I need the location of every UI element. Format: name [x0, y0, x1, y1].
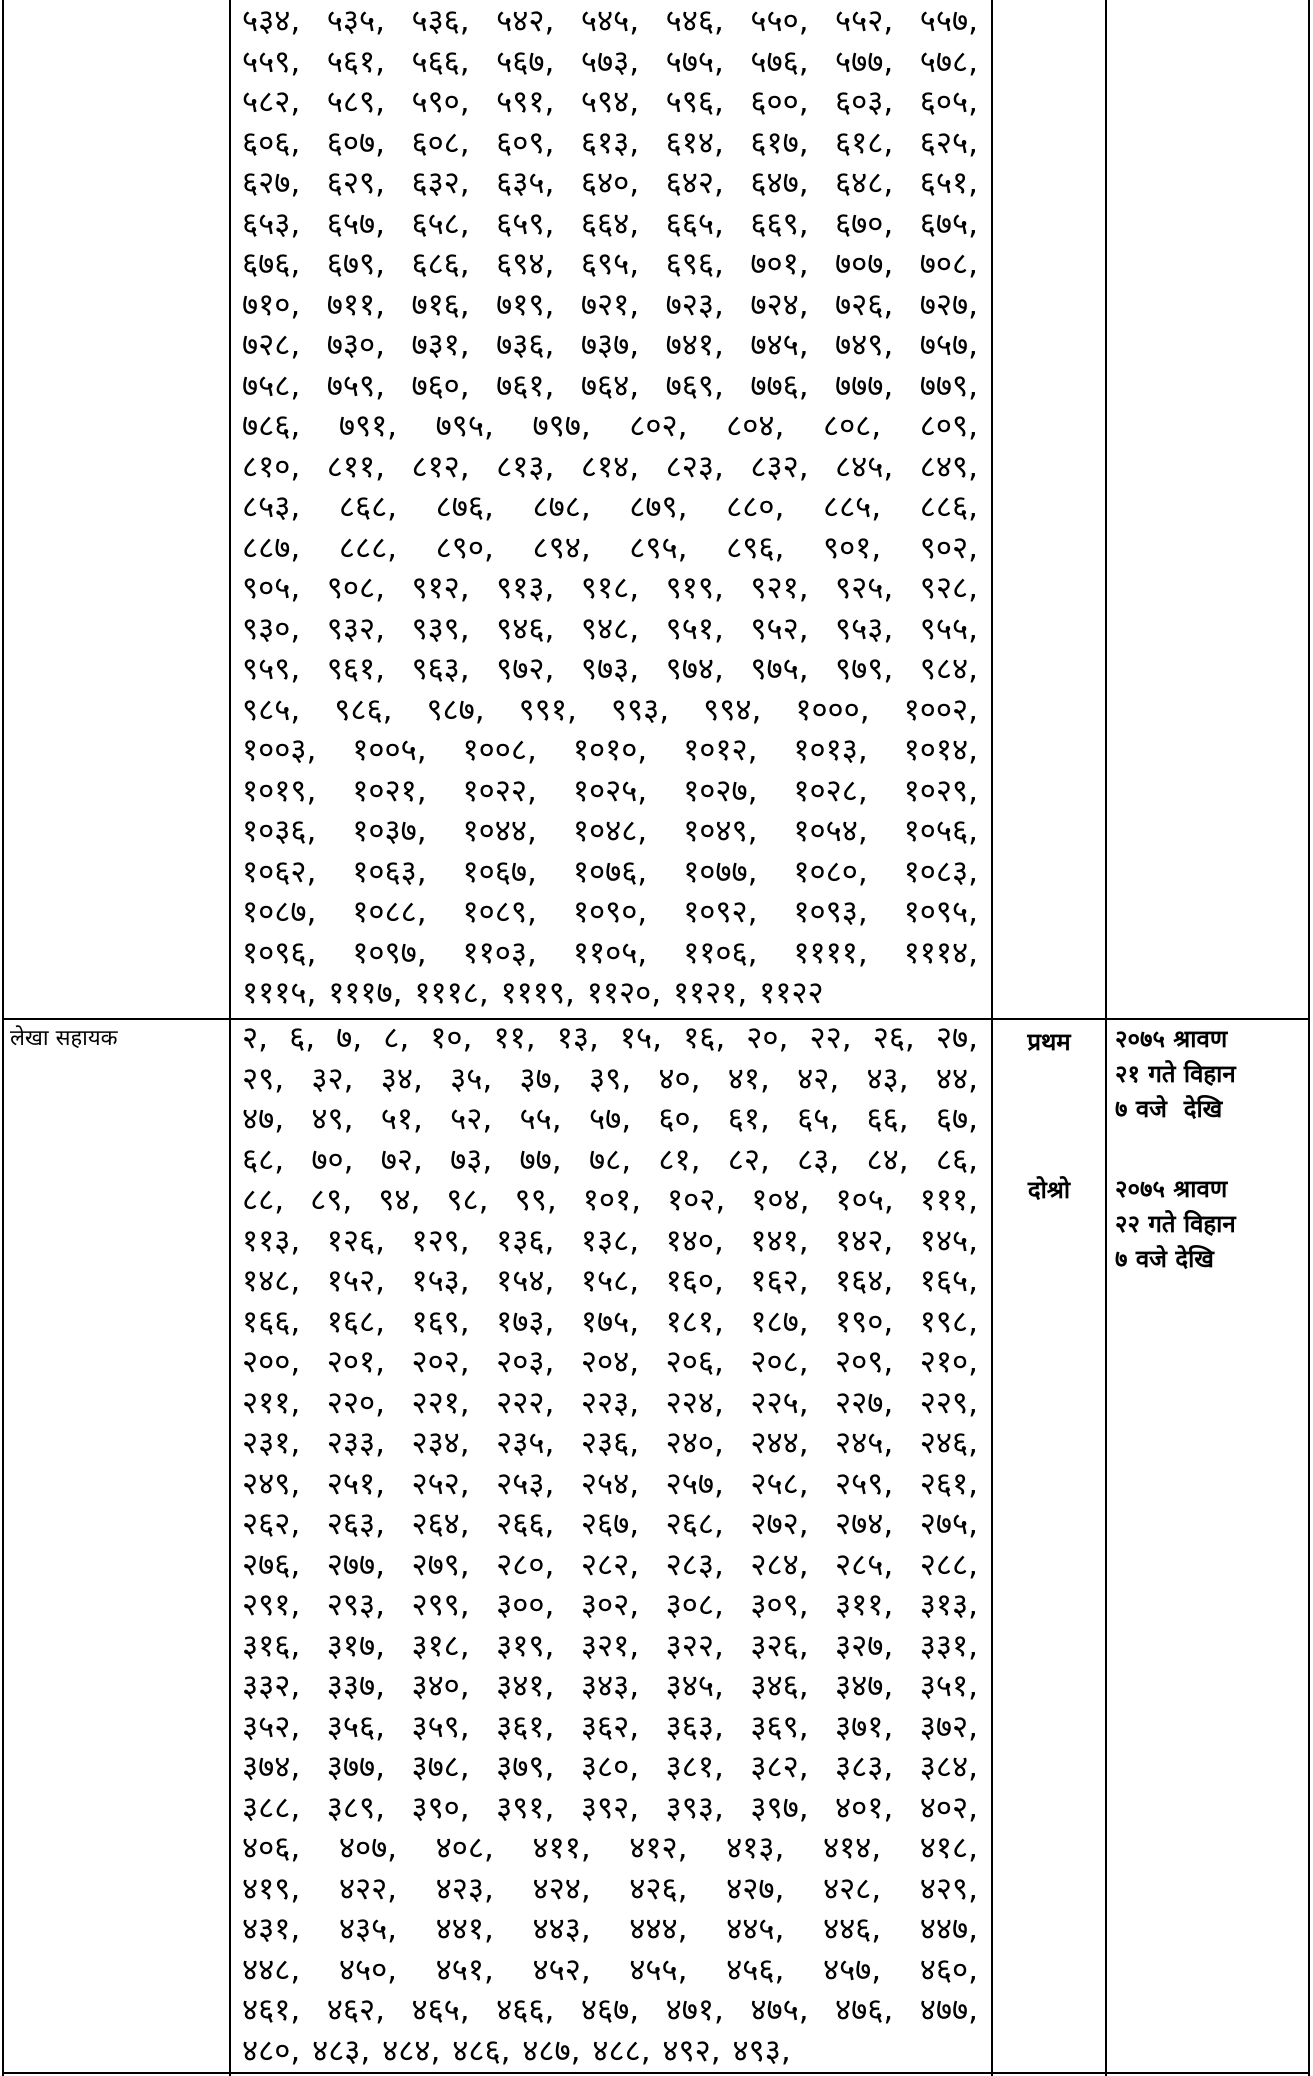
shift-second-label: दोश्रो [1027, 1176, 1071, 1204]
row2-roll-line: ३८८, ३८९, ३९०, ३९१, ३९२, ३९३, ३९७, ४०१, ४०२, [242, 1789, 978, 1826]
date-first-line-3: ७ वजे देखि [1115, 1095, 1223, 1123]
row1-roll-line: ५८२, ५८९, ५९०, ५९१, ५९४, ५९६, ६००, ६०३, ६०५, [242, 84, 978, 120]
date-second-line-3: ७ वजे देखि [1115, 1245, 1214, 1273]
row1-roll-line: ५५९, ५६१, ५६६, ५६७, ५७३, ५७५, ५७६, ५७७, ५७८, [242, 43, 978, 80]
row1-roll-line: ९३०, ९३२, ९३९, ९४६, ९४८, ९५१, ९५२, ९५३, ९५५, [242, 610, 978, 647]
row2-roll-line: २३१, २३३, २३४, २३५, २३६, २४०, २४४, २४५, २४६, [242, 1425, 978, 1461]
row2-shift-second [993, 1174, 1105, 1206]
row1-roll-numbers [242, 1, 978, 1014]
row1-roll-line: ६२७, ६२९, ६३२, ६३५, ६४०, ६४२, ६४७, ६४८, ६५१, [242, 165, 978, 201]
row2-roll-line: २४९, २५१, २५२, २५३, २५४, २५७, २५८, २५९, २६१, [242, 1465, 978, 1502]
row2-roll-line: २९१, २९३, २९९, ३००, ३०२, ३०८, ३०९, ३११, ३१३, [242, 1587, 978, 1623]
row1-roll-line: ७१०, ७११, ७१६, ७१९, ७२१, ७२३, ७२४, ७२६, ७२७, [242, 286, 978, 323]
row2-roll-line: २, ६, ७, ८, १०, ११, १३, १५, १६, २०, २२, २६, २७, [242, 1020, 978, 1056]
row1-roll-line: ९०५, ९०८, ९१२, ९१३, ९१८, ९१९, ९२१, ९२५, ९२८, [242, 570, 978, 606]
row2-roll-line: ३५२, ३५६, ३५९, ३६१, ३६२, ३६३, ३६९, ३७१, ३७२, [242, 1708, 978, 1745]
table-border-left [2, 0, 4, 2076]
row2-roll-line: ४४८, ४५०, ४५१, ४५२, ४५५, ४५६, ४५७, ४६०, [242, 1951, 978, 1988]
row1-roll-line: १००३, १००५, १००८, १०१०, १०१२, १०१३, १०१४, [242, 732, 978, 768]
date-first-line-2: २१ गते विहान [1115, 1060, 1236, 1088]
row1-roll-line: १०३६, १०३७, १०४४, १०४८, १०४९, १०५४, १०५६, [242, 813, 978, 849]
row2-roll-line: १६६, १६८, १६९, १७३, १७५, १८१, १८७, १९०, १९८, [242, 1303, 978, 1340]
row2-roll-line: ४७, ४९, ५१, ५२, ५५, ५७, ६०, ६१, ६५, ६६, ६७, [242, 1101, 978, 1137]
row2-roll-line: २११, २२०, २२१, २२२, २२३, २२४, २२५, २२७, २२९, [242, 1384, 978, 1421]
row1-roll-line: १०६२, १०६३, १०६७, १०७६, १०७७, १०८०, १०८३, [242, 853, 978, 890]
row2-date-first [1115, 1022, 1305, 1127]
row1-roll-line: १०९६, १०९७, ११०३, ११०५, ११०६, ११११, १११४, [242, 934, 978, 971]
column-divider-1 [229, 0, 231, 2076]
date-first-line-1: २०७५ श्रावण [1115, 1025, 1228, 1053]
row1-roll-line: ७२८, ७३०, ७३१, ७३६, ७३७, ७४१, ७४५, ७४९, ७५७, [242, 327, 978, 363]
row1-roll-line: ९५९, ९६१, ९६३, ९७२, ९७३, ९७४, ९७५, ९७९, ९८४, [242, 651, 978, 687]
row2-roll-line: ३७४, ३७७, ३७८, ३७९, ३८०, ३८१, ३८२, ३८३, ३८४, [242, 1749, 978, 1785]
row2-roll-line: ३१६, ३१७, ३१८, ३१९, ३२१, ३२२, ३२६, ३२७, ३३१, [242, 1627, 978, 1664]
row2-shift-first [993, 1026, 1105, 1058]
row1-roll-line: ८८७, ८८८, ८९०, ८९४, ८९५, ८९६, ९०१, ९०२, [242, 529, 978, 566]
row2-roll-line: ४०६, ४०७, ४०८, ४११, ४१२, ४१३, ४१४, ४१८, [242, 1830, 978, 1866]
shift-first-label: प्रथम [1027, 1028, 1071, 1056]
table-border-right [1308, 0, 1310, 2076]
row2-roll-line: ४८०, ४८३, ४८४, ४८६, ४८७, ४८८, ४९२, ४९३, [242, 2032, 791, 2069]
row1-roll-line: ८५३, ८६८, ८७६, ८७८, ८७९, ८८०, ८८५, ८८६, [242, 489, 978, 525]
row2-roll-line: २६२, २६३, २६४, २६६, २६७, २६८, २७२, २७४, २७५, [242, 1506, 978, 1542]
row1-roll-line: ७५८, ७५९, ७६०, ७६१, ७६४, ७६९, ७७६, ७७७, ७७९, [242, 367, 978, 404]
row1-roll-line: ६७६, ६७९, ६८६, ६९४, ६९५, ६९६, ७०१, ७०७, ७०८, [242, 246, 978, 282]
date-second-line-1: २०७५ श्रावण [1115, 1175, 1228, 1203]
row1-roll-line: ५३४, ५३५, ५३६, ५४२, ५४५, ५४६, ५५०, ५५२, ५५७, [242, 3, 978, 39]
row2-roll-line: २००, २०१, २०२, २०३, २०४, २०६, २०८, २०९, २१०, [242, 1344, 978, 1380]
row1-roll-line: १११५, १११७, १११८, १११९, ११२०, ११२१, ११२२ [242, 975, 824, 1011]
row2-roll-numbers [242, 1018, 978, 2071]
row2-roll-line: ८८, ८९, ९४, ९८, ९९, १०१, १०२, १०४, १०५, १११, [242, 1182, 978, 1218]
row1-roll-line: ६५३, ६५७, ६५८, ६५९, ६६४, ६६५, ६६९, ६७०, ६७५, [242, 205, 978, 242]
row2-post-label: लेखा सहायक [10, 1026, 118, 1051]
row2-roll-line: २७६, २७७, २७९, २८०, २८२, २८३, २८४, २८५, २८८, [242, 1546, 978, 1583]
row1-roll-line: ७८६, ७९१, ७९५, ७९७, ८०२, ८०४, ८०८, ८०९, [242, 408, 978, 444]
row2-date-second [1115, 1172, 1305, 1277]
row1-roll-line: ६०६, ६०७, ६०८, ६०९, ६१३, ६१४, ६१७, ६१८, ६२५, [242, 124, 978, 161]
row1-roll-line: ८१०, ८११, ८१२, ८१३, ८१४, ८२३, ८३२, ८४५, ८४९, [242, 448, 978, 485]
row2-roll-line: ४३१, ४३५, ४४१, ४४३, ४४४, ४४५, ४४६, ४४७, [242, 1911, 978, 1947]
row1-roll-line: १०८७, १०८८, १०८९, १०९०, १०९२, १०९३, १०९५, [242, 894, 978, 930]
row2-roll-line: ४१९, ४२२, ४२३, ४२४, ४२६, ४२७, ४२८, ४२९, [242, 1870, 978, 1907]
row1-roll-line: ९८५, ९८६, ९८७, ९९१, ९९३, ९९४, १०००, १००२, [242, 691, 978, 728]
row1-roll-line: १०१९, १०२१, १०२२, १०२५, १०२७, १०२८, १०२९, [242, 772, 978, 809]
table-border-bottom [2, 2072, 1310, 2074]
column-divider-3 [1105, 0, 1107, 2076]
row2-roll-line: ३३२, ३३७, ३४०, ३४१, ३४३, ३४५, ३४६, ३४७, ३५१, [242, 1668, 978, 1704]
row2-roll-line: ११३, १२६, १२९, १३६, १३८, १४०, १४१, १४२, १४५, [242, 1222, 978, 1259]
row2-post-cell [10, 1024, 222, 1054]
row2-roll-line: ६८, ७०, ७२, ७३, ७७, ७८, ८१, ८२, ८३, ८४, ८६, [242, 1141, 978, 1178]
row2-roll-line: १४८, १५२, १५३, १५४, १५८, १६०, १६२, १६४, १६५, [242, 1263, 978, 1299]
row2-roll-line: ४६१, ४६२, ४६५, ४६६, ४६७, ४७१, ४७५, ४७६, ४७७, [242, 1992, 978, 2028]
date-second-line-2: २२ गते विहान [1115, 1210, 1236, 1238]
row2-roll-line: २९, ३२, ३४, ३५, ३७, ३९, ४०, ४१, ४२, ४३, ४४, [242, 1060, 978, 1097]
